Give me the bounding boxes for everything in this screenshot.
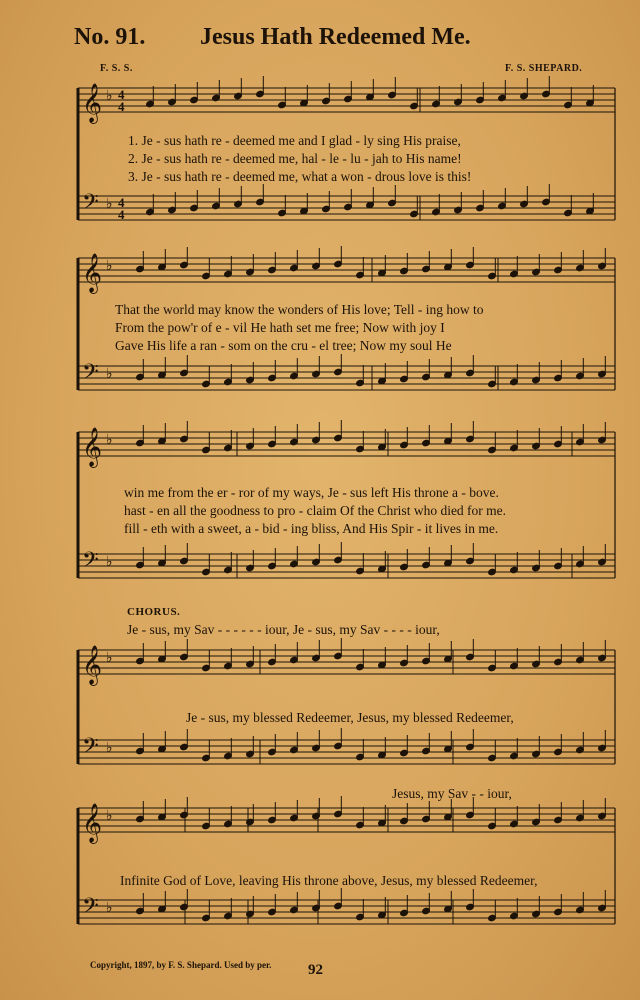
svg-text:♭: ♭ — [106, 432, 113, 448]
svg-text:4: 4 — [118, 87, 125, 102]
words-credit: F. S. S. — [100, 63, 133, 74]
verse-line-3: 3. Je - sus hath re - deemed me, what a won - drous love is this! — [128, 169, 472, 184]
svg-text:♭: ♭ — [106, 258, 113, 274]
hymn-number: No. 91. — [74, 24, 146, 50]
svg-text:𝄢: 𝄢 — [82, 190, 99, 220]
svg-text:𝄞: 𝄞 — [82, 645, 103, 685]
svg-text:♭: ♭ — [106, 808, 113, 824]
verse-line-3: fill - eth with a sweet, a - bid - ing bliss, And His Spir - it lives in me. — [124, 521, 499, 536]
chorus-bass-lyrics: Infinite God of Love, leaving His throne above, Jesus, my blessed Redeemer, — [120, 873, 538, 888]
copyright-notice: Copyright, 1897, by F. S. Shepard. Used by per. — [90, 960, 272, 970]
verse-line-1: 1. Je - sus hath re - deemed me and I glad - ly sing His praise, — [128, 133, 461, 148]
svg-text:♭: ♭ — [106, 900, 113, 916]
verse-line-2: From the pow'r of e - vil He hath set me free; Now with joy I — [115, 320, 445, 335]
verse-line-1: win me from the er - ror of my ways, Je - sus left His throne a - bove. — [124, 485, 499, 500]
svg-text:𝄢: 𝄢 — [82, 894, 99, 924]
page-number: 92 — [308, 962, 323, 978]
svg-text:𝄞: 𝄞 — [82, 253, 103, 293]
verse-line-2: 2. Je - sus hath re - deemed me, hal - le - lu - jah to His name! — [128, 151, 462, 166]
svg-text:𝄞: 𝄞 — [82, 803, 103, 843]
verse-line-2: hast - en all the goodness to pro - claim Of the Christ who died for me. — [124, 503, 507, 518]
svg-text:♭: ♭ — [106, 650, 113, 666]
svg-text:♭: ♭ — [106, 196, 113, 212]
verse-line-1: That the world may know the wonders of His love; Tell - ing how to — [115, 302, 484, 317]
chorus-bass-lyrics: Je - sus, my blessed Redeemer, Jesus, my blessed Redeemer, — [186, 710, 514, 725]
svg-text:𝄢: 𝄢 — [82, 360, 99, 390]
hymn-title: Jesus Hath Redeemed Me. — [200, 24, 471, 50]
chorus-treble-lyrics: Jesus, my Sav - - iour, — [392, 786, 512, 801]
svg-text:♭: ♭ — [106, 88, 113, 104]
svg-text:𝄞: 𝄞 — [82, 83, 103, 123]
verse-line-3: Gave His life a ran - som on the cru - el tree; Now my soul He — [115, 338, 452, 353]
svg-text:𝄞: 𝄞 — [82, 427, 103, 467]
svg-text:4: 4 — [118, 195, 125, 210]
svg-text:♭: ♭ — [106, 554, 113, 570]
svg-text:♭: ♭ — [106, 366, 113, 382]
chorus-label: CHORUS. — [127, 606, 181, 618]
svg-text:4: 4 — [118, 207, 125, 222]
svg-text:♭: ♭ — [106, 740, 113, 756]
music-credit: F. S. SHEPARD. — [505, 63, 583, 74]
chorus-treble-lyrics: Je - sus, my Sav - - - - - - iour, Je - sus, my Sav - - - - iour, — [127, 622, 440, 637]
svg-text:𝄢: 𝄢 — [82, 548, 99, 578]
svg-text:4: 4 — [118, 99, 125, 114]
svg-text:𝄢: 𝄢 — [82, 734, 99, 764]
